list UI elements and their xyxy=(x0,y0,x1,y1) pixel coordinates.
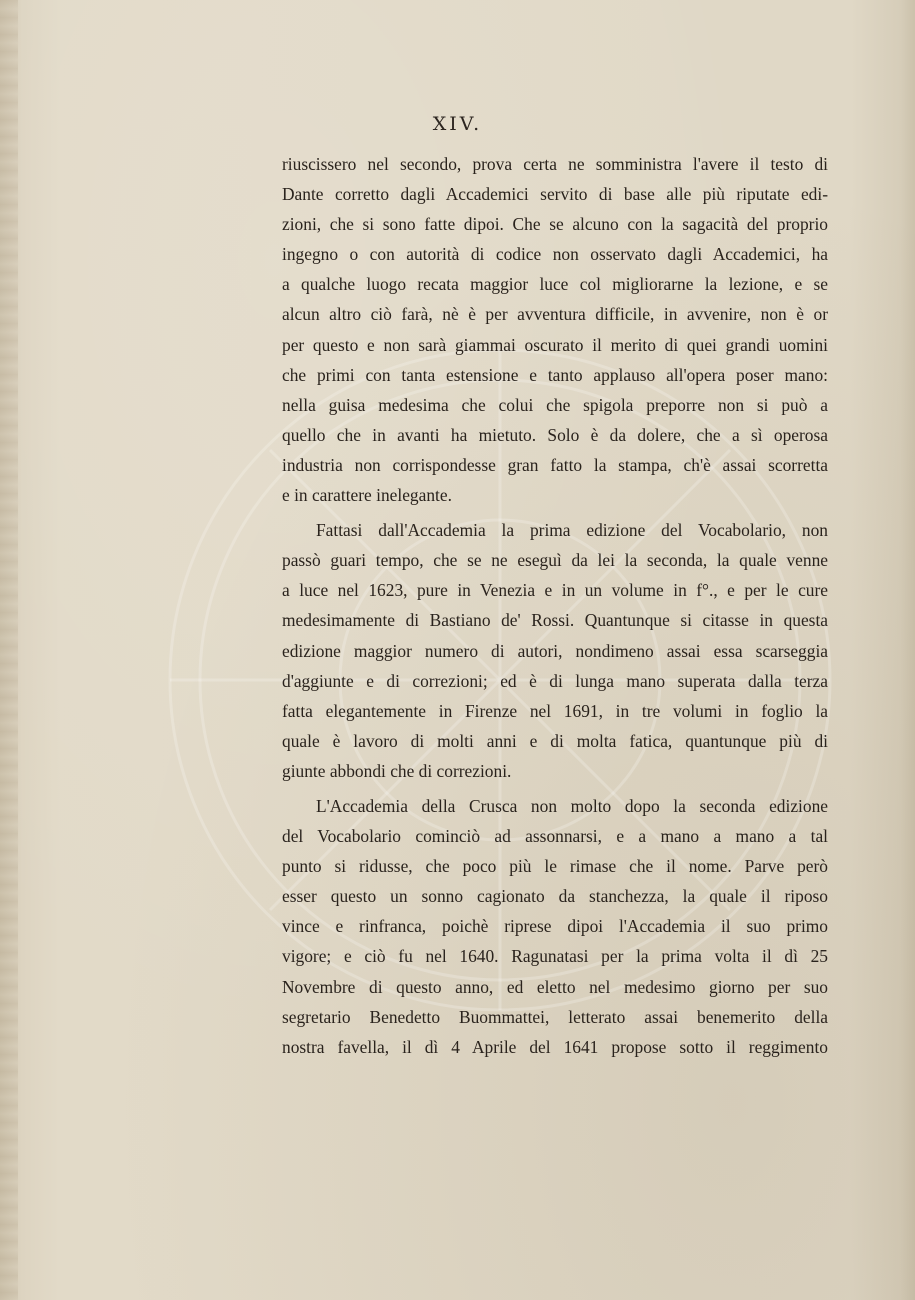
text-line: Dante corretto dagli Accademici servito di base alle più riputate edi- xyxy=(282,184,828,205)
text-line: quello che in avanti ha mietuto. Solo è da dolere, che a sì operosa xyxy=(282,424,828,445)
text-line: punto si ridusse, che poco più le rimase che il nome. Parve però xyxy=(282,856,828,877)
text-line: fatta elegantemente in Firenze nel 1691, in tre volumi in foglio la xyxy=(282,700,828,721)
text-line: esser questo un sonno cagionato da stanchezza, la quale il riposo xyxy=(282,886,828,907)
text-line: quale è lavoro di molti anni e di molta fatica, quantunque più di xyxy=(282,730,828,751)
text-line: Novembre di questo anno, ed eletto nel medesimo giorno per suo xyxy=(282,976,828,997)
paragraph-1 xyxy=(282,149,828,510)
text-line: L'Accademia della Crusca non molto dopo la seconda edizione xyxy=(316,795,828,816)
page-number: XIV. xyxy=(432,113,483,135)
text-line: per questo e non sarà giammai oscurato il merito di quei grandi uomini xyxy=(282,334,828,355)
text-line: ingegno o con autorità di codice non osservato dagli Accademici, ha xyxy=(282,244,828,265)
text-line: che primi con tanta estensione e tanto applauso all'opera poser mano: xyxy=(282,364,828,385)
paper-edge xyxy=(0,0,18,1300)
text-line: del Vocabolario cominciò ad assonnarsi, e a mano a mano a tal xyxy=(282,826,828,847)
text-line: industria non corrispondesse gran fatto la stampa, ch'è assai scorretta xyxy=(282,454,828,475)
text-line: riuscissero nel secondo, prova certa ne somministra l'avere il testo di xyxy=(282,154,828,174)
text-line: d'aggiunte e di correzioni; ed è di lunga mano superata dalla terza xyxy=(282,670,828,691)
text-line: vigore; e ciò fu nel 1640. Ragunatasi per la prima volta il dì 25 xyxy=(282,946,828,967)
text-line: passò guari tempo, che se ne eseguì da lei la seconda, la quale venne xyxy=(282,550,828,571)
text-line: giunte abbondi che di correzioni. xyxy=(282,760,512,781)
text-line: e in carattere inelegante. xyxy=(282,485,452,506)
text-line: alcun altro ciò farà, nè è per avventura difficile, in avvenire, non è or xyxy=(282,304,828,325)
text-line: zioni, che si sono fatte dipoi. Che se alcuno con la sagacità del proprio xyxy=(282,214,828,235)
text-line: nostra favella, il dì 4 Aprile del 1641 propose sotto il reggimento xyxy=(282,1036,828,1057)
text-line: edizione maggior numero di autori, nondimeno assai essa scarseggia xyxy=(282,640,828,661)
text-line: Fattasi dall'Accademia la prima edizione del Vocabolario, non xyxy=(316,520,828,541)
paragraph-3 xyxy=(282,791,828,1062)
text-line: vince e rinfranca, poichè riprese dipoi l'Accademia il suo primo xyxy=(282,916,828,937)
text-line: a qualche luogo recata maggior luce col migliorarne la lezione, e se xyxy=(282,274,828,295)
text-line: nella guisa medesima che colui che spigola preporre non si può a xyxy=(282,394,828,415)
text-line: a luce nel 1623, pure in Venezia e in un volume in f°., e per le cure xyxy=(282,580,828,601)
body-text xyxy=(282,149,828,1062)
text-line: medesimamente di Bastiano de' Rossi. Quantunque si citasse in questa xyxy=(282,610,828,631)
paragraph-2 xyxy=(282,515,828,786)
text-line: segretario Benedetto Buommattei, letterato assai benemerito della xyxy=(282,1006,828,1027)
